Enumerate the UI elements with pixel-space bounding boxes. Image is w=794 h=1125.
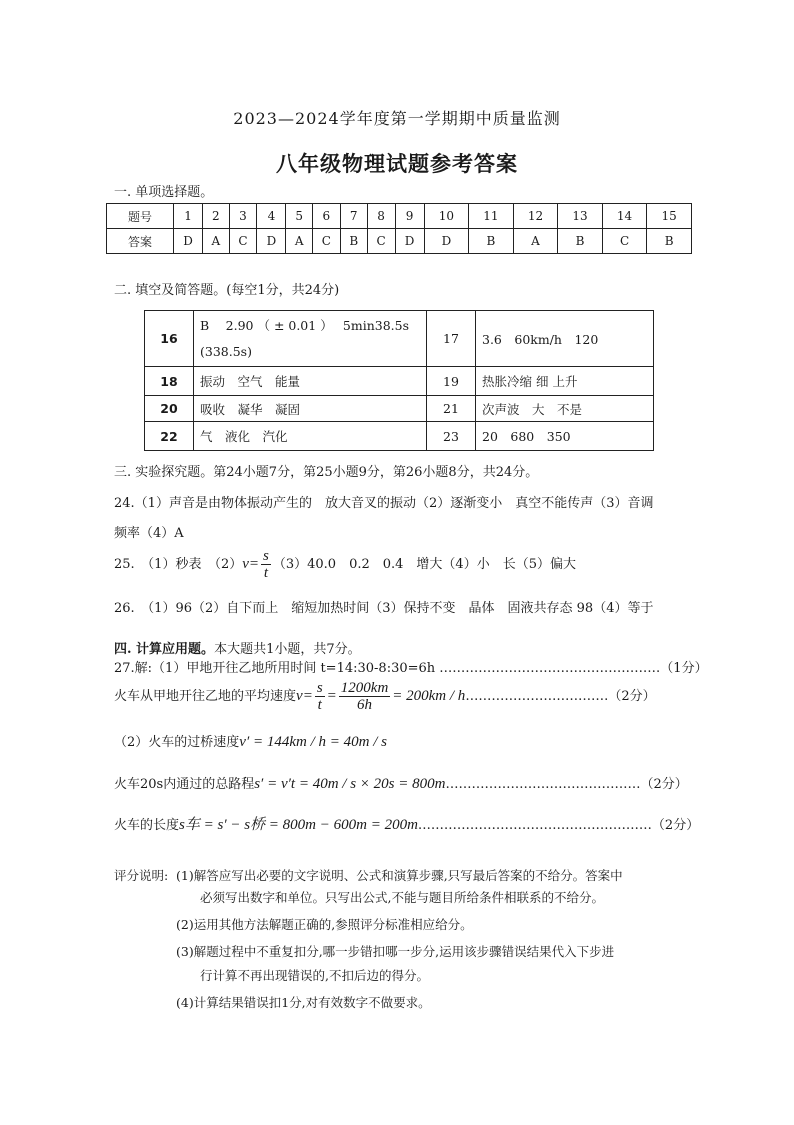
note-1a: (1)解答应写出必要的文字说明、公式和演算步骤,只写最后答案的不给分。答案中 <box>176 868 623 883</box>
fill-answer-table <box>144 310 654 451</box>
question-number: 15 <box>647 204 692 229</box>
question-number: 11 <box>469 204 514 229</box>
velocity-symbol: v <box>296 688 303 704</box>
choice-answer: A <box>286 229 312 254</box>
fraction-denominator: 6h <box>357 697 373 713</box>
fraction-denominator: t <box>263 565 269 581</box>
fill-answer: 气 液化 汽化 <box>194 422 427 451</box>
fraction-numerator: s <box>263 548 269 564</box>
choice-answer: A <box>513 229 558 254</box>
table-row-numbers <box>107 204 692 229</box>
notes-label: 评分说明: <box>114 868 169 883</box>
section3-heading: 三. 实验探究题。第24小题7分，第25小题9分，第26小题8分，共24分。 <box>114 465 539 480</box>
q27-line5 <box>114 813 699 834</box>
table-row <box>145 422 654 451</box>
question-number: 18 <box>145 367 194 396</box>
choice-answer: C <box>312 229 340 254</box>
train-length-label: 火车的长度 <box>114 818 180 833</box>
choice-answer: C <box>229 229 257 254</box>
row-label-answer: 答案 <box>107 229 174 254</box>
fraction-numerator: s <box>316 680 323 696</box>
q27-line2: 火车从甲地开往乙地的平均速度v= $\frac{s}{t}$ = $\frac{1200km}{6h}$ = 200km / h……………………………（2分） <box>114 680 656 713</box>
fill-answer: 20 680 350 <box>476 422 654 451</box>
choice-answer: B <box>647 229 692 254</box>
note-1b: 必须写出数字和单位。只写出公式,不能与题目所给条件相联系的不给分。 <box>200 890 604 905</box>
bridge-speed-formula: v′ = 144km / h = 40m / s <box>239 734 387 750</box>
q27-line3 <box>114 731 387 751</box>
question-number: 19 <box>427 367 476 396</box>
question-number: 7 <box>340 204 367 229</box>
section4-heading-rest: 本大题共1小题，共7分。 <box>214 642 361 657</box>
choice-answer: B <box>558 229 603 254</box>
choice-answer: D <box>174 229 203 254</box>
fill-answer: 热胀冷缩 细 上升 <box>476 367 654 396</box>
question-number: 6 <box>312 204 340 229</box>
choice-answer: C <box>367 229 395 254</box>
avg-speed-result: = 200km / h <box>392 688 466 704</box>
question-number: 10 <box>424 204 469 229</box>
table-row <box>145 311 654 367</box>
avg-speed-label: 火车从甲地开往乙地的平均速度 <box>114 689 297 704</box>
q25-prefix: 25. （1）秒表 （2） <box>114 557 243 572</box>
choice-answer: B <box>340 229 367 254</box>
question-number: 3 <box>229 204 257 229</box>
choice-answer: D <box>257 229 286 254</box>
question-number: 4 <box>257 204 286 229</box>
question-number: 1 <box>174 204 203 229</box>
note-3b: 行计算不再出现错误的,不扣后边的得分。 <box>200 968 429 983</box>
question-number: 21 <box>427 396 476 422</box>
row-label-number: 题号 <box>107 204 174 229</box>
question-number: 12 <box>513 204 558 229</box>
note-4: (4)计算结果错误扣1分,对有效数字不做要求。 <box>176 995 431 1010</box>
train-length-formula: s车 = s′ − s桥 = 800m − 600m = 200m <box>179 817 418 833</box>
question-number: 9 <box>395 204 424 229</box>
document-title: 2023—2024学年度第一学期期中质量监测 <box>233 109 561 128</box>
choice-answer: D <box>395 229 424 254</box>
fill-answer: 3.6 60km/h 120 <box>476 311 654 367</box>
total-distance-formula: s′ = v′t = 40m / s × 20s = 800m <box>254 776 446 792</box>
question-number: 8 <box>367 204 395 229</box>
q26-line: 26. （1）96（2）自下而上 缩短加热时间（3）保持不变 晶体 固液共存态 98（4）等于 <box>114 601 654 616</box>
section1-heading: 一. 单项选择题。 <box>114 185 214 200</box>
question-number: 23 <box>427 422 476 451</box>
fill-answer: 振动 空气 能量 <box>194 367 427 396</box>
value-fraction <box>339 680 391 713</box>
choice-answer: B <box>469 229 514 254</box>
choice-answer-table <box>106 203 692 254</box>
table-row <box>145 396 654 422</box>
question-number: 22 <box>145 422 194 451</box>
note-3a: (3)解题过程中不重复扣分,哪一步错扣哪一步分,运用该步骤错误结果代入下步进 <box>176 944 615 959</box>
q25-line <box>114 548 576 581</box>
table-row <box>145 367 654 396</box>
table-row-answers <box>107 229 692 254</box>
q27-line4 <box>114 773 688 793</box>
score-dots: ………………………………………………（2分） <box>417 818 700 833</box>
question-number: 20 <box>145 396 194 422</box>
fill-answer: 次声波 大 不是 <box>476 396 654 422</box>
section4-heading <box>114 638 361 657</box>
q25-rest: （3）40.0 0.2 0.4 增大（4）小 长（5）偏大 <box>272 557 576 572</box>
total-distance-label: 火车20s内通过的总路程 <box>114 777 255 792</box>
section2-heading: 二. 填空及简答题。(每空1分，共24分) <box>114 283 340 298</box>
q24-line1: 24.（1）声音是由物体振动产生的 放大音叉的振动（2）逐渐变小 真空不能传声（3）音调 <box>114 496 654 511</box>
note-2: (2)运用其他方法解题正确的,参照评分标准相应给分。 <box>176 917 473 932</box>
speed-formula-fraction <box>261 548 271 581</box>
choice-answer: A <box>203 229 229 254</box>
fraction-denominator: t <box>317 697 322 713</box>
formula-fraction <box>315 680 325 713</box>
q24-line2: 频率（4）A <box>114 526 184 541</box>
question-number: 16 <box>145 311 194 367</box>
question-number: 5 <box>286 204 312 229</box>
fraction-numerator: 1200km <box>340 680 389 696</box>
question-number: 14 <box>602 204 647 229</box>
fill-answer: 吸收 凝华 凝固 <box>194 396 427 422</box>
choice-answer: C <box>602 229 647 254</box>
score-dots: ………………………………………（2分） <box>445 777 688 792</box>
section4-heading-bold: 四. 计算应用题。 <box>114 642 215 657</box>
q27-line1: 27.解:（1）甲地开往乙地所用时间 t=14:30-8:30=6h ……………………………………………（1分） <box>114 661 708 676</box>
choice-answer: D <box>424 229 469 254</box>
question-number: 13 <box>558 204 603 229</box>
fill-answer: B 2.90 （ ± 0.01 ） 5min38.5s (338.5s) <box>194 311 427 367</box>
document-subtitle: 八年级物理试题参考答案 <box>276 151 518 176</box>
bridge-speed-label: （2）火车的过桥速度 <box>114 735 240 750</box>
equals-sign: = <box>248 556 260 572</box>
question-number: 2 <box>203 204 229 229</box>
score-dots: ……………………………（2分） <box>465 689 656 704</box>
velocity-symbol: v <box>242 556 249 572</box>
question-number: 17 <box>427 311 476 367</box>
